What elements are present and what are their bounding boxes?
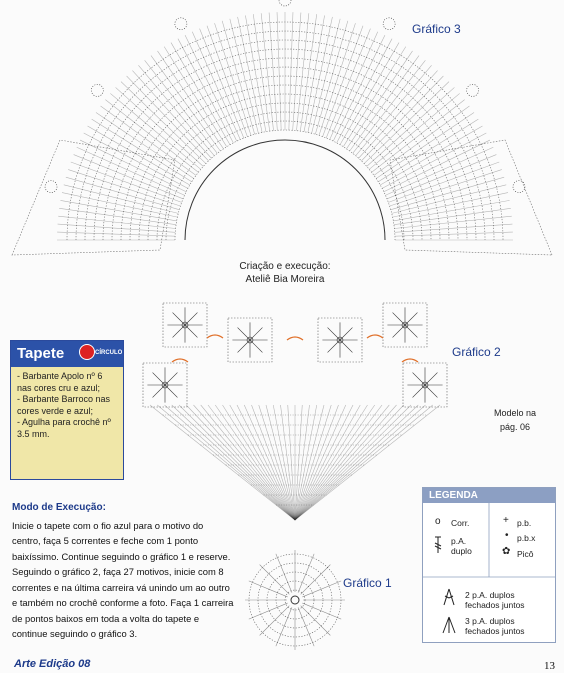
materials-list: [11, 367, 123, 440]
grafico-2-label: Gráfico 2: [452, 345, 501, 359]
grafico-2-diagram: [143, 303, 447, 520]
instructions: [12, 500, 234, 642]
legend-three-pa-1: 3 p.A. duplos: [465, 616, 515, 626]
credits-line-2: Ateliê Bia Moreira: [245, 274, 325, 285]
legend-title: LEGENDA: [423, 488, 555, 503]
circulo-brand-text: CÍRCULO: [95, 350, 123, 356]
model-reference-line-2: pág. 06: [499, 422, 531, 432]
legend-two-pa-2: fechados juntos: [465, 600, 525, 610]
legend-pbx: p.b.x: [517, 533, 536, 543]
legend-two-pa-1: 2 p.A. duplos: [465, 590, 515, 600]
legend-pb: p.b.: [517, 518, 532, 528]
legend-pico: Picô: [517, 549, 534, 559]
instructions-title: Modo de Execução:: [12, 502, 106, 513]
materials-item: - Barbante Apolo nº 6 nas cores cru e azul;: [17, 371, 103, 393]
legend-pa-duplo-1: p.A.: [451, 536, 467, 546]
materials-item: - Barbante Barroco nas cores verde e azul;: [17, 394, 111, 416]
grafico-1-diagram: [245, 550, 345, 650]
materials-body: [11, 367, 123, 479]
legend-corr: Corr.: [451, 518, 470, 528]
legend-pa-duplo-2: duplo: [451, 546, 472, 556]
circulo-logo-icon: [79, 344, 95, 360]
grafico-1-label: Gráfico 1: [343, 576, 392, 590]
two-treble-cluster-icon: [441, 588, 457, 606]
credits-line-1: Criação e execução:: [239, 261, 331, 272]
slip-stitch-icon: •: [505, 530, 509, 541]
magazine-logo: Arte Edição 08: [14, 658, 91, 670]
legend-three-pa-2: fechados juntos: [465, 626, 525, 636]
circulo-brand: [79, 344, 123, 364]
credits: [200, 260, 370, 286]
materials-header: [11, 341, 123, 367]
instructions-text: Inicie o tapete com o fio azul para o motivo do centro, faça 5 correntes e feche com 1 ponto baixíssimo. Continue seguindo o gráfico 1 e reserve. Seguindo o gráfico 2, faça 27 motivos, inicie com 8 correntes e na última carreira vá unindo um ao outro e também no crochê conforme a foto. Faça 1 carreira de pontos baixos em toda a volta do tapete e continue seguindo o gráfico 3.: [12, 519, 234, 639]
legend-box: [422, 487, 556, 643]
three-treble-cluster-icon: [441, 616, 457, 634]
grafico-3-diagram: [12, 0, 552, 255]
materials-item: - Agulha para crochê nº 3.5 mm.: [17, 417, 111, 439]
grafico-3-label: Gráfico 3: [412, 22, 461, 36]
model-reference: [485, 406, 545, 434]
single-crochet-icon: +: [503, 515, 509, 526]
picot-icon: ✿: [502, 546, 511, 557]
chain-icon: o: [435, 516, 441, 527]
model-reference-line-1: Modelo na: [493, 408, 537, 418]
materials-title: Tapete: [17, 345, 65, 362]
materials-box: [10, 340, 124, 480]
double-treble-icon: [433, 536, 443, 554]
page-number: 13: [544, 660, 555, 672]
